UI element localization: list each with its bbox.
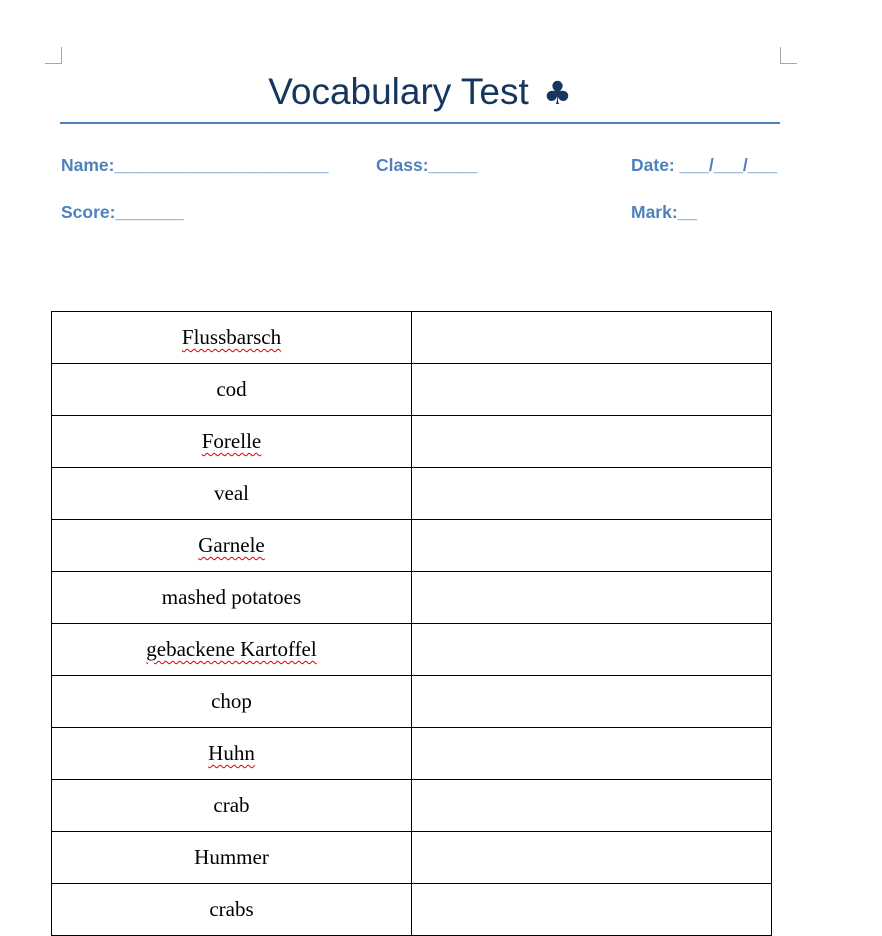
vocabulary-table-body (52, 312, 772, 936)
table-row (52, 624, 772, 676)
answer-cell[interactable] (412, 728, 772, 780)
vocab-word: chop (211, 689, 252, 713)
vocab-word-cell[interactable] (52, 364, 412, 416)
table-row (52, 312, 772, 364)
vocab-word-cell[interactable] (52, 572, 412, 624)
vocab-word: crabs (209, 897, 254, 921)
title-text[interactable]: Vocabulary Test (268, 71, 529, 112)
vocab-word: Garnele (198, 533, 265, 557)
table-row (52, 468, 772, 520)
vocab-word: veal (214, 481, 249, 505)
table-row (52, 364, 772, 416)
vocab-word-cell[interactable] (52, 468, 412, 520)
vocab-word-cell[interactable] (52, 520, 412, 572)
answer-cell[interactable] (412, 884, 772, 936)
vocab-word: cod (216, 377, 247, 401)
answer-cell[interactable] (412, 520, 772, 572)
table-row (52, 676, 772, 728)
vocab-word-cell[interactable] (52, 624, 412, 676)
table-row (52, 728, 772, 780)
mark-field[interactable]: Mark:__ (631, 202, 698, 222)
answer-cell[interactable] (412, 364, 772, 416)
date-field[interactable]: Date: ___/___/___ (631, 155, 777, 175)
table-row (52, 884, 772, 936)
vocab-word-cell[interactable] (52, 832, 412, 884)
table-row (52, 416, 772, 468)
vocab-word-cell[interactable] (52, 676, 412, 728)
vocab-word-cell[interactable] (52, 312, 412, 364)
vocab-word-cell[interactable] (52, 728, 412, 780)
vocab-word-cell[interactable] (52, 780, 412, 832)
table-row (52, 832, 772, 884)
vocab-word: mashed potatoes (161, 585, 302, 609)
answer-cell[interactable] (412, 468, 772, 520)
answer-cell[interactable] (412, 676, 772, 728)
table-row (52, 520, 772, 572)
answer-cell[interactable] (412, 572, 772, 624)
vocab-word: Huhn (208, 741, 255, 765)
vocab-word-cell[interactable] (52, 884, 412, 936)
answer-cell[interactable] (412, 780, 772, 832)
vocab-word: Flussbarsch (181, 325, 282, 349)
vocab-word: Forelle (201, 429, 262, 453)
answer-cell[interactable] (412, 416, 772, 468)
answer-cell[interactable] (412, 312, 772, 364)
vocab-word: Hummer (194, 845, 269, 869)
vocab-word-cell[interactable] (52, 416, 412, 468)
name-field[interactable]: Name:______________________ (61, 155, 329, 175)
answer-cell[interactable] (412, 832, 772, 884)
club-suit-icon: ♣ (543, 74, 572, 112)
class-field[interactable]: Class:_____ (376, 155, 478, 175)
crop-mark-top-right (780, 47, 797, 64)
answer-cell[interactable] (412, 624, 772, 676)
title-underline (60, 122, 780, 124)
vocabulary-table (51, 311, 772, 936)
crop-mark-top-left (45, 47, 62, 64)
score-field[interactable]: Score:_______ (61, 202, 184, 222)
vocab-word: gebackene Kartoffel (146, 637, 317, 661)
table-row (52, 780, 772, 832)
vocab-word: crab (213, 793, 250, 817)
table-row (52, 572, 772, 624)
page-title[interactable] (60, 66, 780, 119)
